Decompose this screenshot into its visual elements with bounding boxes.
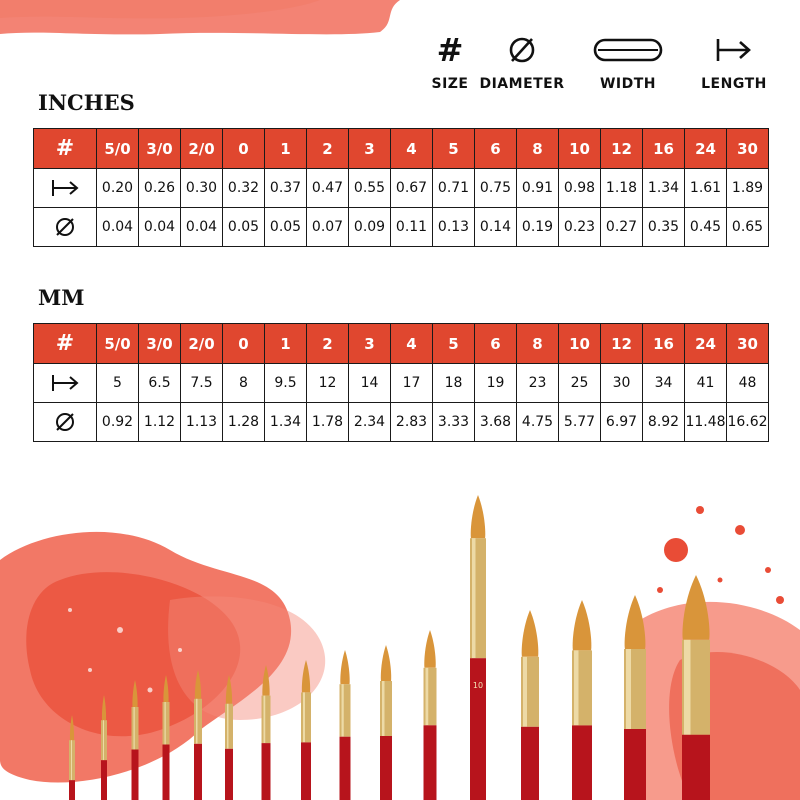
length-icon <box>50 177 80 199</box>
size-cell: 2/0 <box>181 129 223 169</box>
table-cell: 1.12 <box>139 403 181 442</box>
legend-diameter <box>472 30 572 92</box>
table-cell: 0.05 <box>265 208 307 247</box>
table-cell: 0.27 <box>601 208 643 247</box>
size-cell: 16 <box>643 129 685 169</box>
table-cell: 0.65 <box>727 208 769 247</box>
table-cell: 9.5 <box>265 364 307 403</box>
table-cell: 0.91 <box>517 169 559 208</box>
table-cell: 12 <box>307 364 349 403</box>
table-cell: 0.92 <box>97 403 139 442</box>
legend-diameter-label: DIAMETER <box>479 76 565 92</box>
size-cell: 30 <box>727 129 769 169</box>
size-cell: 6 <box>475 324 517 364</box>
brush <box>301 660 311 800</box>
diameter-row <box>34 208 769 247</box>
table-cell: 1.78 <box>307 403 349 442</box>
table-cell: 3.68 <box>475 403 517 442</box>
mm-title: MM <box>38 285 85 310</box>
table-cell: 19 <box>475 364 517 403</box>
size-header-cell: # <box>34 324 97 364</box>
table-cell: 1.18 <box>601 169 643 208</box>
table-cell: 0.04 <box>97 208 139 247</box>
diameter-row-icon-cell <box>34 208 97 247</box>
brush <box>424 630 437 800</box>
table-cell: 0.45 <box>685 208 727 247</box>
table-cell: 6.5 <box>139 364 181 403</box>
width-icon <box>592 37 664 63</box>
table-cell: 16.62 <box>727 403 769 442</box>
size-cell: 12 <box>601 129 643 169</box>
size-cell: 8 <box>517 129 559 169</box>
size-cell: 24 <box>685 129 727 169</box>
table-cell: 0.05 <box>223 208 265 247</box>
size-cell: 4 <box>391 324 433 364</box>
size-cell: 1 <box>265 129 307 169</box>
length-icon <box>714 35 754 65</box>
size-cell: 3 <box>349 324 391 364</box>
size-cell: 2 <box>307 324 349 364</box>
legend-length-label: LENGTH <box>701 76 767 92</box>
table-cell: 1.13 <box>181 403 223 442</box>
table-cell: 41 <box>685 364 727 403</box>
table-cell: 1.28 <box>223 403 265 442</box>
diameter-icon <box>507 35 537 65</box>
table-cell: 23 <box>517 364 559 403</box>
table-cell: 48 <box>727 364 769 403</box>
table-cell: 0.07 <box>307 208 349 247</box>
table-cell: 0.47 <box>307 169 349 208</box>
length-icon <box>50 372 80 394</box>
size-cell: 2/0 <box>181 324 223 364</box>
table-cell: 0.67 <box>391 169 433 208</box>
table-cell: 5 <box>97 364 139 403</box>
inches-table <box>33 128 769 247</box>
legend-width <box>578 30 678 92</box>
table-cell: 0.26 <box>139 169 181 208</box>
brush <box>682 575 710 800</box>
brush <box>624 595 646 800</box>
size-header-cell: # <box>34 129 97 169</box>
table-cell: 6.97 <box>601 403 643 442</box>
diameter-row-icon-cell <box>34 403 97 442</box>
table-cell: 1.89 <box>727 169 769 208</box>
size-cell: 30 <box>727 324 769 364</box>
length-row-icon-cell <box>34 169 97 208</box>
table-cell: 8 <box>223 364 265 403</box>
table-cell: 8.92 <box>643 403 685 442</box>
brush <box>225 675 233 800</box>
table-cell: 0.55 <box>349 169 391 208</box>
table-cell: 0.37 <box>265 169 307 208</box>
brush <box>262 665 271 800</box>
table-cell: 17 <box>391 364 433 403</box>
length-row-icon-cell <box>34 364 97 403</box>
brush <box>194 670 202 800</box>
legend-length <box>684 30 784 92</box>
table-header-row <box>34 129 769 169</box>
inches-title: INCHES <box>38 90 135 115</box>
table-cell: 0.19 <box>517 208 559 247</box>
brush <box>470 495 486 800</box>
size-cell: 4 <box>391 129 433 169</box>
table-cell: 3.33 <box>433 403 475 442</box>
table-cell: 0.13 <box>433 208 475 247</box>
table-cell: 0.04 <box>181 208 223 247</box>
table-cell: 25 <box>559 364 601 403</box>
table-cell: 0.04 <box>139 208 181 247</box>
table-cell: 0.75 <box>475 169 517 208</box>
size-cell: 10 <box>559 324 601 364</box>
diameter-row <box>34 403 769 442</box>
table-cell: 0.32 <box>223 169 265 208</box>
table-cell: 1.34 <box>265 403 307 442</box>
watercolor-splash-right <box>624 506 800 800</box>
brush-artwork <box>0 470 800 800</box>
brush <box>521 610 539 800</box>
diameter-icon <box>54 411 76 433</box>
size-cell: 3/0 <box>139 129 181 169</box>
table-cell: 0.11 <box>391 208 433 247</box>
mm-table <box>33 323 769 442</box>
size-cell: 2 <box>307 129 349 169</box>
table-cell: 14 <box>349 364 391 403</box>
legend <box>400 30 800 100</box>
size-cell: 6 <box>475 129 517 169</box>
table-cell: 0.71 <box>433 169 475 208</box>
table-cell: 7.5 <box>181 364 223 403</box>
size-cell: 0 <box>223 324 265 364</box>
table-cell: 2.34 <box>349 403 391 442</box>
diameter-icon <box>54 216 76 238</box>
table-cell: 4.75 <box>517 403 559 442</box>
hash-icon: # <box>436 31 464 69</box>
table-cell: 11.48 <box>685 403 727 442</box>
table-cell: 5.77 <box>559 403 601 442</box>
table-cell: 2.83 <box>391 403 433 442</box>
size-cell: 3/0 <box>139 324 181 364</box>
length-row <box>34 169 769 208</box>
table-header-row <box>34 324 769 364</box>
size-cell: 5 <box>433 324 475 364</box>
table-cell: 0.30 <box>181 169 223 208</box>
size-cell: 5 <box>433 129 475 169</box>
table-cell: 0.20 <box>97 169 139 208</box>
length-row <box>34 364 769 403</box>
table-cell: 0.98 <box>559 169 601 208</box>
size-cell: 24 <box>685 324 727 364</box>
size-cell: 3 <box>349 129 391 169</box>
brush <box>163 675 170 800</box>
size-cell: 1 <box>265 324 307 364</box>
legend-width-label: WIDTH <box>599 76 657 92</box>
brush <box>572 600 592 800</box>
brush <box>380 645 392 800</box>
table-cell: 0.14 <box>475 208 517 247</box>
brush <box>340 650 351 800</box>
size-cell: 16 <box>643 324 685 364</box>
table-cell: 1.61 <box>685 169 727 208</box>
table-cell: 18 <box>433 364 475 403</box>
size-cell: 8 <box>517 324 559 364</box>
brush-handle-label: 10 <box>472 681 484 690</box>
size-cell: 5/0 <box>97 129 139 169</box>
table-cell: 0.35 <box>643 208 685 247</box>
size-cell: 0 <box>223 129 265 169</box>
size-cell: 12 <box>601 324 643 364</box>
table-cell: 0.09 <box>349 208 391 247</box>
size-cell: 10 <box>559 129 601 169</box>
table-cell: 30 <box>601 364 643 403</box>
table-cell: 34 <box>643 364 685 403</box>
size-cell: 5/0 <box>97 324 139 364</box>
table-cell: 0.23 <box>559 208 601 247</box>
table-cell: 1.34 <box>643 169 685 208</box>
legend-size-label: SIZE <box>431 76 469 92</box>
